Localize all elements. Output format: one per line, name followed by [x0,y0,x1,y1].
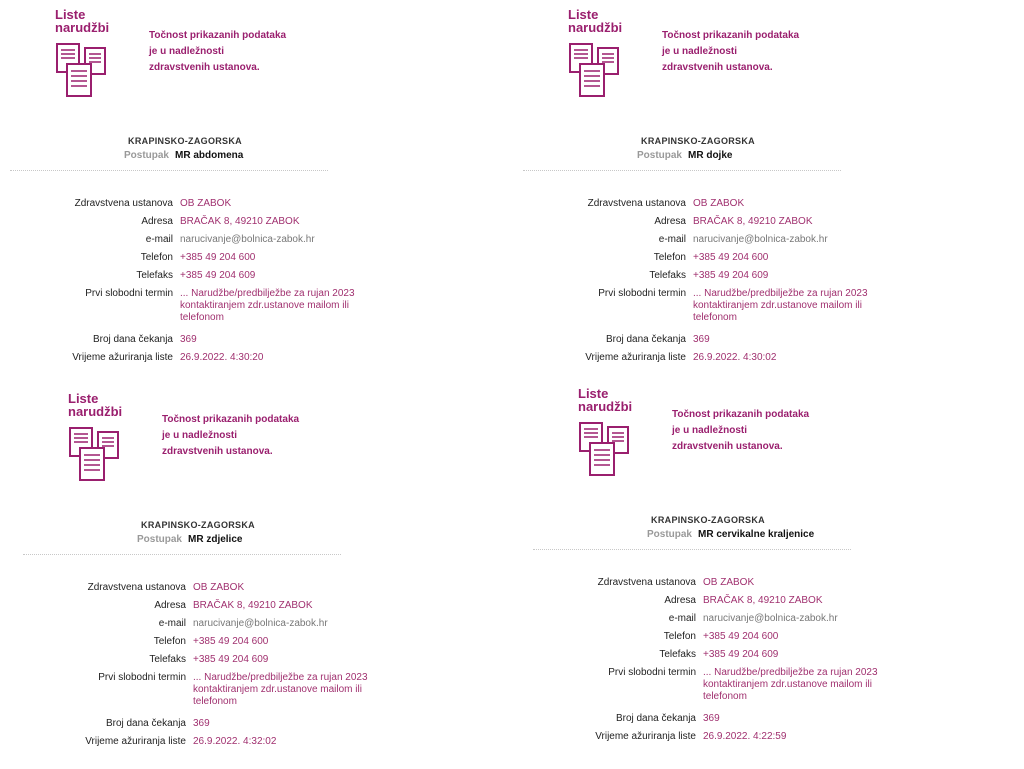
wait-days-label: Broj dana čekanja [92,334,173,345]
procedure-label: Postupak [136,534,182,545]
accuracy-notice [662,28,842,76]
first-free-label: Prvi slobodni termin [85,288,173,299]
phone-row [578,631,918,649]
fax-row [68,654,408,672]
documents-icon [578,421,634,479]
phone-label: Telefon [663,631,696,642]
fax-row [568,270,908,288]
notice-line-3: zdravstvenih ustanova. [149,62,260,73]
email-row [55,234,395,252]
divider [533,549,851,550]
divider [10,170,328,171]
institution-row [578,577,918,595]
institution-link[interactable]: OB ZABOK [180,198,232,209]
institution-row [68,582,408,600]
fax-label: Telefaks [659,649,696,660]
address-row [568,216,908,234]
documents-icon [55,42,111,100]
address-value: BRAČAK 8, 49210 ZABOK [693,216,813,227]
wait-days-row [55,334,395,352]
institution-label: Zdravstvena ustanova [587,198,686,209]
procedure-value: MR abdomena [175,150,244,161]
panel-mr-abdomena [55,8,395,383]
phone-value: +385 49 204 600 [693,252,769,263]
updated-value: 26.9.2022. 4:22:59 [703,731,787,742]
procedure-value: MR zdjelice [188,534,243,545]
logo-title [578,387,632,413]
first-free-value: ... Narudžbe/predbilježbe za rujan 2023 kontaktiranjem zdr.ustanove mailom ili telefonom [180,288,355,323]
region-name: KRAPINSKO-ZAGORSKA [141,520,255,530]
panel-mr-zdjelice [68,392,408,767]
logo-line-2: narudžbi [578,399,633,414]
accuracy-notice [149,28,329,76]
updated-row [568,352,908,370]
updated-value: 26.9.2022. 4:30:02 [693,352,777,363]
updated-value: 26.9.2022. 4:32:02 [193,736,277,747]
notice-line-2: je u nadležnosti [162,430,238,441]
details-table [578,577,918,749]
email-link[interactable]: narucivanje@bolnica-zabok.hr [180,234,315,245]
first-free-row [578,667,918,713]
wait-days-row [568,334,908,352]
logo-line-1: Liste [68,391,99,406]
phone-label: Telefon [153,636,186,647]
divider [523,170,841,171]
institution-row [55,198,395,216]
updated-row [578,731,918,749]
logo-line-2: narudžbi [55,20,110,35]
notice-line-2: je u nadležnosti [149,46,225,57]
region-name: KRAPINSKO-ZAGORSKA [651,515,765,525]
updated-label: Vrijeme ažuriranja liste [85,736,186,747]
first-free-value: ... Narudžbe/predbilježbe za rujan 2023 kontaktiranjem zdr.ustanove mailom ili telefonom [693,288,868,323]
first-free-row [568,288,908,334]
panel-mr-dojke [568,8,908,383]
email-row [68,618,408,636]
wait-days-row [68,718,408,736]
email-row [568,234,908,252]
updated-label: Vrijeme ažuriranja liste [585,352,686,363]
wait-days-value: 369 [693,334,710,345]
address-label: Adresa [141,216,173,227]
institution-link[interactable]: OB ZABOK [193,582,245,593]
address-value: BRAČAK 8, 49210 ZABOK [703,595,823,606]
accuracy-notice [672,407,852,455]
first-free-row [68,672,408,718]
address-label: Adresa [154,600,186,611]
fax-label: Telefaks [649,270,686,281]
email-row [578,613,918,631]
address-label: Adresa [654,216,686,227]
wait-days-value: 369 [180,334,197,345]
email-link[interactable]: narucivanje@bolnica-zabok.hr [193,618,328,629]
notice-line-1: Točnost prikazanih podataka [162,414,300,425]
phone-value: +385 49 204 600 [193,636,269,647]
updated-row [68,736,408,754]
wait-days-label: Broj dana čekanja [105,718,186,729]
wait-days-row [578,713,918,731]
address-value: BRAČAK 8, 49210 ZABOK [180,216,300,227]
divider [23,554,341,555]
region-name: KRAPINSKO-ZAGORSKA [128,136,242,146]
procedure-label: Postupak [646,529,692,540]
region-name: KRAPINSKO-ZAGORSKA [641,136,755,146]
notice-line-3: zdravstvenih ustanova. [162,446,273,457]
fax-value: +385 49 204 609 [693,270,769,281]
procedure-value: MR dojke [688,150,733,161]
updated-value: 26.9.2022. 4:30:20 [180,352,264,363]
institution-link[interactable]: OB ZABOK [693,198,745,209]
fax-label: Telefaks [149,654,186,665]
first-free-row [55,288,395,334]
wait-days-label: Broj dana čekanja [615,713,696,724]
fax-row [55,270,395,288]
address-row [68,600,408,618]
logo-title [55,8,109,34]
institution-label: Zdravstvena ustanova [597,577,696,588]
logo-line-2: narudžbi [68,404,123,419]
wait-days-value: 369 [703,713,720,724]
logo-line-1: Liste [55,7,86,22]
notice-line-1: Točnost prikazanih podataka [672,409,810,420]
address-label: Adresa [664,595,696,606]
institution-row [568,198,908,216]
logo-line-1: Liste [578,386,609,401]
fax-value: +385 49 204 609 [703,649,779,660]
notice-line-1: Točnost prikazanih podataka [662,30,800,41]
logo-line-1: Liste [568,7,599,22]
fax-label: Telefaks [136,270,173,281]
email-label: e-mail [145,234,173,245]
updated-label: Vrijeme ažuriranja liste [72,352,173,363]
fax-value: +385 49 204 609 [180,270,256,281]
phone-row [68,636,408,654]
first-free-value: ... Narudžbe/predbilježbe za rujan 2023 kontaktiranjem zdr.ustanove mailom ili telefonom [193,672,368,707]
first-free-label: Prvi slobodni termin [608,667,696,678]
notice-line-1: Točnost prikazanih podataka [149,30,287,41]
procedure-label: Postupak [123,150,169,161]
notice-line-3: zdravstvenih ustanova. [672,441,783,452]
wait-days-value: 369 [193,718,210,729]
logo-title [68,392,122,418]
logo-line-2: narudžbi [568,20,623,35]
address-value: BRAČAK 8, 49210 ZABOK [193,600,313,611]
details-table [568,198,908,370]
accuracy-notice [162,412,342,460]
phone-value: +385 49 204 600 [703,631,779,642]
email-label: e-mail [158,618,186,629]
first-free-label: Prvi slobodni termin [98,672,186,683]
details-table [68,582,408,754]
email-link[interactable]: narucivanje@bolnica-zabok.hr [703,613,838,624]
phone-row [568,252,908,270]
institution-label: Zdravstvena ustanova [74,198,173,209]
phone-value: +385 49 204 600 [180,252,256,263]
notice-line-3: zdravstvenih ustanova. [662,62,773,73]
details-table [55,198,395,370]
logo-title [568,8,622,34]
notice-line-2: je u nadležnosti [662,46,738,57]
institution-link[interactable]: OB ZABOK [703,577,755,588]
wait-days-label: Broj dana čekanja [605,334,686,345]
address-row [55,216,395,234]
first-free-value: ... Narudžbe/predbilježbe za rujan 2023 kontaktiranjem zdr.ustanove mailom ili telefonom [703,667,878,702]
phone-label: Telefon [140,252,173,263]
procedure-label: Postupak [636,150,682,161]
notice-line-2: je u nadležnosti [672,425,748,436]
institution-label: Zdravstvena ustanova [87,582,186,593]
fax-value: +385 49 204 609 [193,654,269,665]
email-link[interactable]: narucivanje@bolnica-zabok.hr [693,234,828,245]
address-row [578,595,918,613]
phone-row [55,252,395,270]
fax-row [578,649,918,667]
panel-mr-cervikalne-kraljenice [578,387,918,762]
documents-icon [568,42,624,100]
documents-icon [68,426,124,484]
phone-label: Telefon [653,252,686,263]
procedure-value: MR cervikalne kraljenice [698,529,815,540]
email-label: e-mail [668,613,696,624]
first-free-label: Prvi slobodni termin [598,288,686,299]
email-label: e-mail [658,234,686,245]
updated-row [55,352,395,370]
updated-label: Vrijeme ažuriranja liste [595,731,696,742]
